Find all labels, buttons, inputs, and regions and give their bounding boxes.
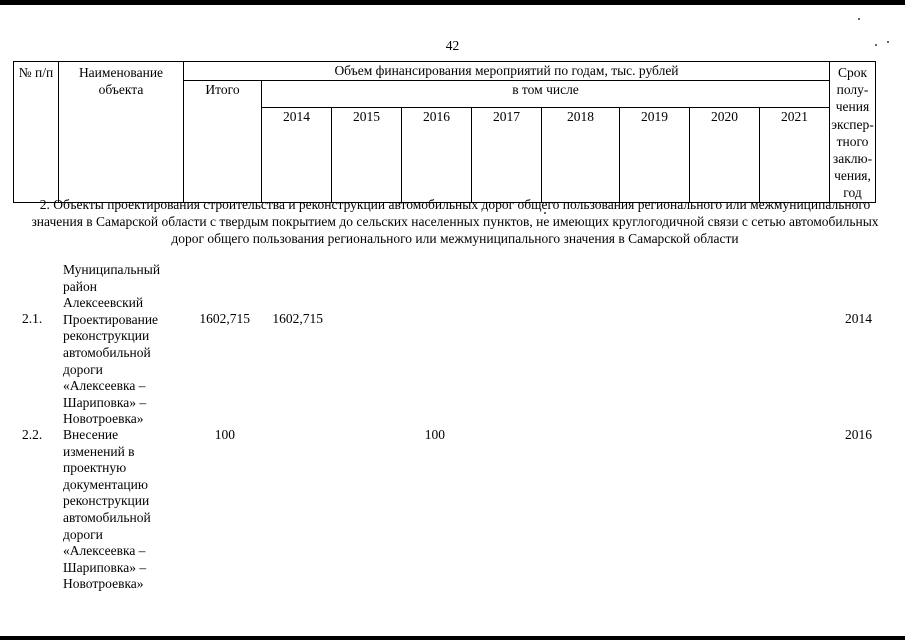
- header-year-2016: 2016: [402, 107, 472, 202]
- row-value-2014: 1602,715: [272, 311, 323, 326]
- header-including: в том числе: [262, 81, 830, 108]
- row-name-line: дороги: [63, 361, 103, 377]
- header-year-2020: 2020: [690, 107, 760, 202]
- row-deadline: 2016: [845, 427, 872, 442]
- row-name-line: Муниципальный: [63, 262, 161, 277]
- row-value-2016: 100: [424, 427, 445, 442]
- row-name-line: Проектирование: [63, 311, 159, 327]
- header-year-2019: 2019: [620, 107, 690, 202]
- row-name-line: Алексеевский: [63, 295, 144, 311]
- row-deadline: 2014: [845, 311, 872, 326]
- row-object-name: [63, 427, 183, 593]
- row-name-line: изменений в: [63, 443, 135, 459]
- scan-speck: [858, 18, 860, 20]
- header-year-2017: 2017: [472, 107, 542, 202]
- row-name-line: район: [63, 278, 97, 294]
- header-num: № п/п: [14, 62, 59, 203]
- header-year-2015: 2015: [332, 107, 402, 202]
- row-name-line: Новотроевка»: [63, 576, 144, 592]
- row-name-line: автомобильной: [63, 344, 151, 360]
- header-year-2018: 2018: [542, 107, 620, 202]
- header-deadline: Срок полу-чения экспер-тного заклю-чения, год: [830, 62, 876, 203]
- row-number: 2.2.: [22, 427, 43, 442]
- row-name-line: дороги: [63, 526, 103, 542]
- row-number: 2.1.: [22, 311, 43, 326]
- header-funding-title: Объем финансирования мероприятий по годам, тыс. рублей: [184, 62, 830, 81]
- header-year-2014: 2014: [262, 107, 332, 202]
- header-total: Итого: [184, 81, 262, 203]
- row-name-line: автомобильной: [63, 509, 151, 525]
- section-title: 2. Объекты проектирования строительства и реконструкции автомобильных дорог общего пользования регионального или межмуниципального значения в Самарской области с твердым покрытием до сельских населенных пунктов, не имеющих круглогодичной связи с сетью автомобильных дорог общего пользования регионального или межмуниципального значения в Самарской области: [31, 197, 879, 246]
- header-year-2021: 2021: [760, 107, 830, 202]
- row-name-line: Новотроевка»: [63, 411, 144, 427]
- header-name: Наименование объекта: [59, 62, 184, 203]
- row-name-line: реконструкции: [63, 493, 150, 509]
- row-name-line: Шариповка» –: [63, 394, 147, 410]
- row-object-name: [63, 262, 183, 428]
- scan-top-border: [0, 0, 905, 5]
- row-name-line: Шариповка» –: [63, 559, 147, 575]
- row-name-line: «Алексеевка –: [63, 378, 146, 394]
- row-name-line: реконструкции: [63, 328, 150, 344]
- page-number: 42: [445, 38, 460, 53]
- row-total: 1602,715: [199, 311, 250, 326]
- row-name-line: Внесение: [63, 427, 119, 442]
- row-name-line: документацию: [63, 476, 148, 492]
- funding-table-header: [13, 61, 876, 203]
- scan-bottom-border: [0, 636, 905, 640]
- row-name-line: «Алексеевка –: [63, 543, 146, 559]
- row-total: 100: [214, 427, 235, 442]
- row-name-line: проектную: [63, 460, 127, 476]
